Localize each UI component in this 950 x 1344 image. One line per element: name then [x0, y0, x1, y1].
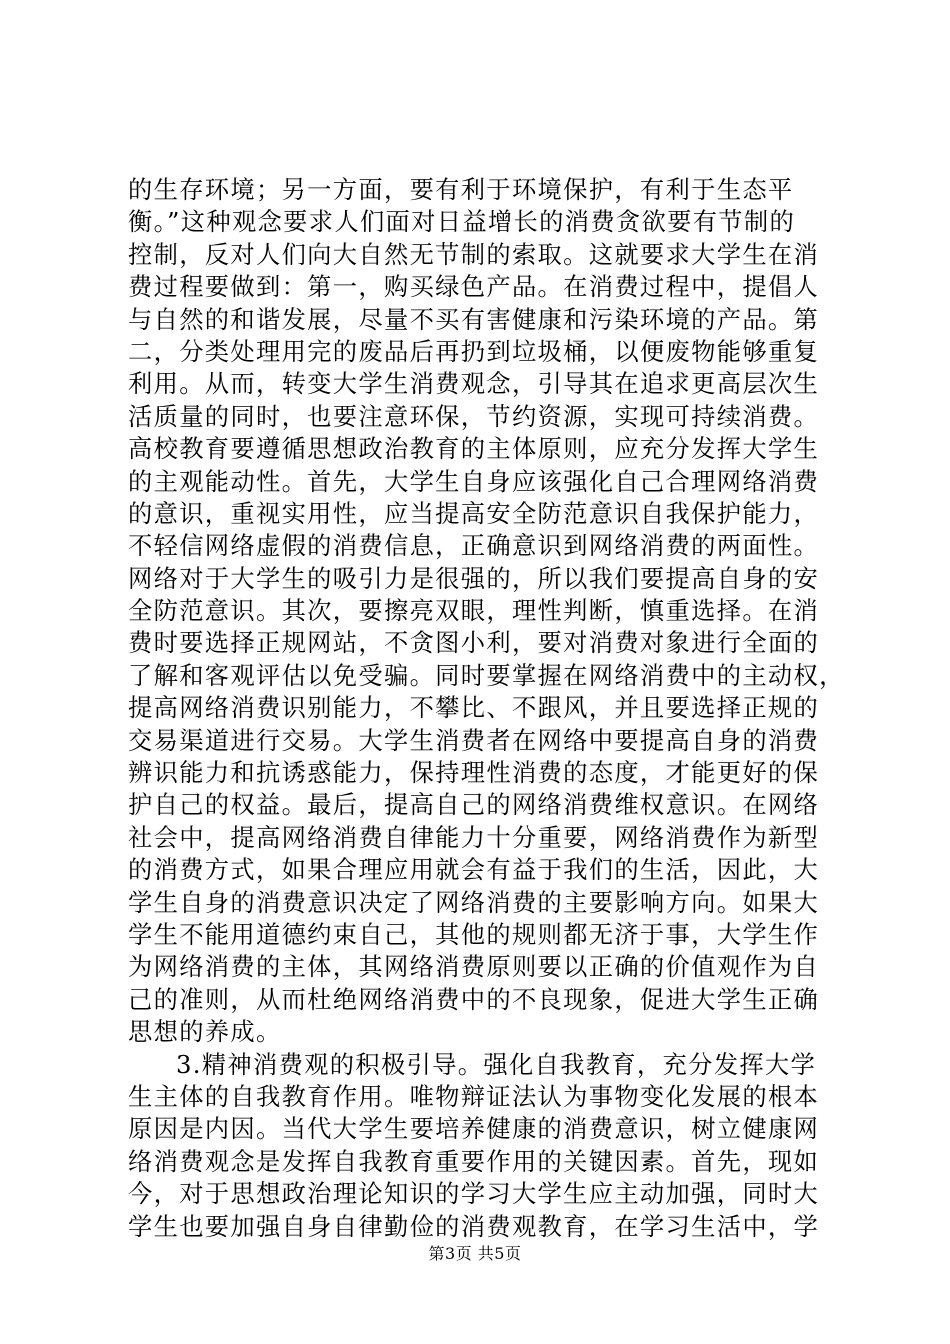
- text-line: 思想的养成。: [128, 1017, 282, 1047]
- text-line: 今，对于思想政治理论知识的学习大学生应主动加强，同时大: [128, 1179, 820, 1209]
- body-text: [128, 174, 845, 1243]
- text-line: 为网络消费的主体，其网络消费原则要以正确的价值观作为自: [128, 952, 820, 982]
- text-line: 原因是内因。当代大学生要培养健康的消费意识，树立健康网: [128, 1114, 820, 1144]
- text-line: 利用。从而，转变大学生消费观念，引导其在追求更高层次生: [128, 369, 820, 399]
- text-line: 活质量的同时，也要注意环保，节约资源，实现可持续消费。: [128, 401, 820, 431]
- text-line: 与自然的和谐发展，尽量不买有害健康和污染环境的产品。第: [128, 304, 820, 334]
- text-line: 学生自身的消费意识决定了网络消费的主要影响方向。如果大: [128, 887, 820, 917]
- text-line: 的主观能动性。首先，大学生自身应该强化自己合理网络消费: [128, 466, 820, 496]
- text-line: 己的准则，从而杜绝网络消费中的不良现象，促进大学生正确: [128, 984, 820, 1014]
- text-line: 网络对于大学生的吸引力是很强的，所以我们要提高自身的安: [128, 563, 820, 593]
- section-heading-line: 3.精神消费观的积极引导。强化自我教育，充分发挥大学: [176, 1049, 817, 1079]
- text-line: 费过程要做到：第一，购买绿色产品。在消费过程中，提倡人: [128, 272, 820, 302]
- text-line: 衡。”这种观念要求人们面对日益增长的消费贪欲要有节制的: [128, 207, 796, 237]
- page-number-footer: 第3页 共5页: [428, 1244, 522, 1263]
- text-line: 了解和客观评估以免受骗。同时要掌握在网络消费中的主动权，: [128, 660, 845, 690]
- text-line: 的生存环境；另一方面，要有利于环境保护，有利于生态平: [128, 175, 794, 204]
- text-line: 社会中，提高网络消费自律能力十分重要，网络消费作为新型: [128, 822, 820, 852]
- text-line: 辨识能力和抗诱惑能力，保持理性消费的态度，才能更好的保: [128, 758, 820, 788]
- text-line: 学生也要加强自身自律勤俭的消费观教育，在学习生活中，学: [128, 1211, 820, 1241]
- text-line: 的消费方式，如果合理应用就会有益于我们的生活，因此，大: [128, 855, 820, 885]
- text-line: 交易渠道进行交易。大学生消费者在网络中要提高自身的消费: [128, 725, 820, 755]
- text-line: 高校教育要遵循思想政治教育的主体原则，应充分发挥大学生: [128, 434, 820, 464]
- text-line: 生主体的自我教育作用。唯物辩证法认为事物变化发展的根本: [128, 1081, 820, 1111]
- text-line: 学生不能用道德约束自己，其他的规则都无济于事，大学生作: [128, 919, 820, 949]
- text-line: 费时要选择正规网站，不贪图小利，要对消费对象进行全面的: [128, 628, 820, 658]
- text-line: 二，分类处理用完的废品后再扔到垃圾桶，以便废物能够重复: [128, 336, 820, 366]
- text-line: 不轻信网络虚假的消费信息，正确意识到网络消费的两面性。: [128, 531, 820, 561]
- text-line: 的意识，重视实用性，应当提高安全防范意识自我保护能力，: [128, 498, 820, 528]
- text-line: 全防范意识。其次，要擦亮双眼，理性判断，慎重选择。在消: [128, 596, 820, 626]
- text-line: 提高网络消费识别能力，不攀比、不跟风，并且要选择正规的: [128, 693, 820, 723]
- text-line: 护自己的权益。最后，提高自己的网络消费维权意识。在网络: [128, 790, 820, 820]
- text-line: 控制，反对人们向大自然无节制的索取。这就要求大学生在消: [128, 239, 820, 269]
- text-line: 络消费观念是发挥自我教育重要作用的关键因素。首先，现如: [128, 1146, 820, 1176]
